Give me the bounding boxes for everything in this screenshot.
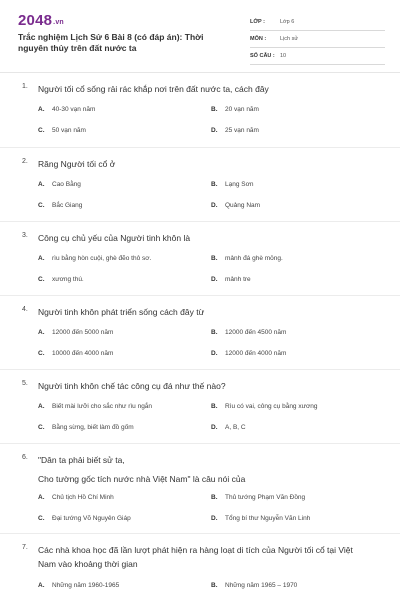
question-text: Người tinh khôn phát triển sống cách đây từ [38, 307, 205, 317]
option-text: Thủ tướng Phạm Văn Đồng [225, 494, 306, 501]
option-letter: C. [38, 127, 45, 134]
question-text: Người tối cổ sống rải rác khắp nơi trên đất nước ta, cách đây [38, 84, 269, 94]
question-4 [0, 296, 400, 370]
option-text: Rìu có vai, công cụ bằng xương [225, 403, 318, 410]
page-title: Trắc nghiệm Lịch Sử 6 Bài 8 (có đáp án): Thời nguyên thủy trên đất nước ta [18, 32, 204, 53]
option-text: Đại tướng Võ Nguyên Giáp [52, 515, 131, 522]
question-text [38, 453, 245, 486]
option-text: rìu bằng hòn cuội, ghè đẽo thô sơ. [52, 255, 152, 262]
option-text: 20 vạn năm [225, 106, 259, 113]
option-text: Quảng Nam [225, 202, 261, 209]
option-a[interactable] [38, 582, 119, 589]
option-letter: A. [38, 582, 45, 589]
option-letter: B. [211, 494, 218, 501]
option-letter: C. [38, 202, 45, 209]
question-header [22, 453, 384, 486]
question-text: Người tinh khôn chế tác công cụ đá như thế nào? [38, 381, 226, 391]
option-c[interactable] [38, 350, 113, 357]
question-header [22, 231, 384, 245]
site-logo[interactable] [18, 12, 64, 29]
info-key: MÔN : [250, 36, 267, 42]
question-number: 7. [22, 544, 28, 551]
question-7 [0, 534, 400, 598]
question-2 [0, 148, 400, 222]
question-number: 4. [22, 306, 28, 313]
question-number: 1. [22, 83, 28, 90]
option-text: Tổng bí thư Nguyễn Văn Linh [225, 515, 311, 522]
question-6 [0, 444, 400, 534]
question-number: 5. [22, 380, 28, 387]
option-c[interactable] [38, 424, 134, 431]
option-a[interactable] [38, 403, 152, 410]
option-letter: D. [211, 202, 218, 209]
question-text: Các nhà khoa học đã lần lượt phát hiện ra hàng loạt di tích của Người tối cổ tại Việt Nam vào khoảng thời gian [38, 545, 353, 569]
option-c[interactable] [38, 202, 82, 209]
option-text: 10000 đến 4000 năm [52, 350, 114, 357]
option-b[interactable] [211, 494, 305, 501]
question-text: Răng Người tối cổ ở [38, 159, 116, 169]
option-a[interactable] [38, 106, 95, 113]
info-value: 10 [280, 53, 287, 59]
option-d[interactable] [211, 202, 260, 209]
question-list [0, 73, 400, 598]
option-letter: B. [211, 106, 218, 113]
question-number: 6. [22, 454, 28, 461]
option-text: Chủ tịch Hồ Chí Minh [52, 494, 114, 501]
option-letter: B. [211, 181, 218, 188]
option-a[interactable] [38, 329, 113, 336]
option-letter: D. [211, 515, 218, 522]
question-number: 3. [22, 232, 28, 239]
option-d[interactable] [211, 127, 259, 134]
option-letter: A. [38, 106, 45, 113]
question-header [22, 157, 384, 171]
option-d[interactable] [211, 424, 246, 431]
option-b[interactable] [211, 582, 297, 589]
option-b[interactable] [211, 181, 253, 188]
info-panel [250, 14, 385, 65]
option-text: Biết mài lưỡi cho sắc như rìu ngắn [52, 403, 153, 410]
option-letter: A. [38, 181, 45, 188]
info-row-subject [250, 31, 385, 48]
info-value: Lịch sử [280, 36, 299, 42]
option-d[interactable] [211, 276, 251, 283]
question-line: Cho tường gốc tích nước nhà Việt Nam" là câu nói của [38, 474, 246, 484]
option-letter: D. [211, 350, 218, 357]
question-text: Công cụ chủ yếu của Người tinh khôn là [38, 233, 191, 243]
question-3 [0, 222, 400, 296]
option-letter: C. [38, 350, 45, 357]
logo-suffix: .vn [53, 19, 64, 26]
info-row-grade [250, 14, 385, 31]
question-number: 2. [22, 158, 28, 165]
header [0, 0, 400, 72]
question-header [22, 82, 384, 96]
option-letter: D. [211, 127, 218, 134]
option-letter: D. [211, 424, 218, 431]
option-text: xương thú. [52, 276, 84, 283]
option-letter: A. [38, 255, 45, 262]
option-text: 25 vạn năm [225, 127, 259, 134]
option-a[interactable] [38, 181, 81, 188]
option-a[interactable] [38, 255, 151, 262]
option-b[interactable] [211, 403, 317, 410]
option-letter: C. [38, 276, 45, 283]
question-1 [0, 73, 400, 148]
option-letter: C. [38, 515, 45, 522]
option-letter: B. [211, 582, 218, 589]
option-text: Bắc Giang [52, 202, 83, 209]
option-b[interactable] [211, 329, 286, 336]
info-row-count [250, 48, 385, 65]
option-letter: B. [211, 329, 218, 336]
option-c[interactable] [38, 127, 86, 134]
option-letter: D. [211, 276, 218, 283]
option-letter: A. [38, 403, 45, 410]
option-d[interactable] [211, 350, 286, 357]
question-5 [0, 370, 400, 444]
option-letter: A. [38, 494, 45, 501]
option-text: mảnh tre [225, 276, 251, 283]
logo-text: 2048 [18, 12, 53, 29]
option-letter: C. [38, 424, 45, 431]
option-text: 40-30 vạn năm [52, 106, 96, 113]
info-key: SỐ CÂU : [250, 53, 275, 59]
option-text: mảnh đá ghè mỏng. [225, 255, 283, 262]
option-text: Những năm 1960-1965 [52, 582, 120, 589]
option-b[interactable] [211, 255, 283, 262]
option-text: 12000 đến 4000 năm [225, 350, 287, 357]
option-d[interactable] [211, 515, 310, 522]
question-line: "Dân ta phải biết sử ta, [38, 455, 125, 465]
option-c[interactable] [38, 276, 84, 283]
question-header [22, 379, 384, 393]
option-b[interactable] [211, 106, 259, 113]
option-c[interactable] [38, 515, 131, 522]
option-text: Bằng sừng, biết làm đồ gốm [52, 424, 134, 431]
info-key: LỚP : [250, 19, 265, 25]
info-value: Lớp 6 [280, 19, 295, 25]
option-text: 50 vạn năm [52, 127, 86, 134]
question-header [22, 305, 384, 319]
option-text: Cao Bằng [52, 181, 81, 188]
option-text: 12000 đến 5000 năm [52, 329, 114, 336]
option-text: Những năm 1965 – 1970 [225, 582, 298, 589]
option-letter: B. [211, 255, 218, 262]
option-text: Lạng Sơn [225, 181, 254, 188]
option-letter: A. [38, 329, 45, 336]
option-text: 12000 đến 4500 năm [225, 329, 287, 336]
option-text: A, B, C [225, 424, 246, 431]
question-header [22, 543, 384, 571]
option-a[interactable] [38, 494, 114, 501]
option-letter: B. [211, 403, 218, 410]
